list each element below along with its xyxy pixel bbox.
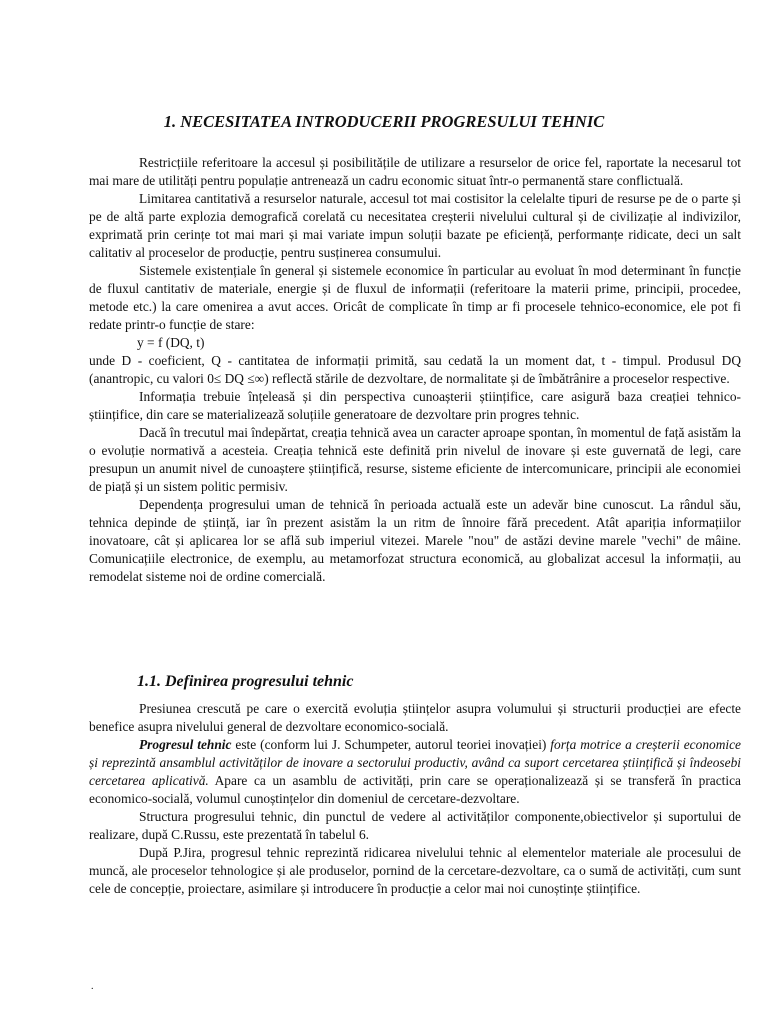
- paragraph: Informația trebuie înțeleasă și din perspectiva cunoașterii științifice, care asigură baza creației tehnico-științifice, din care se materializează soluțiile generatoare de dezvoltare prin progres tehnic.: [89, 389, 741, 422]
- section-intro: [89, 154, 741, 586]
- paragraph: Presiunea crescută pe care o exercită evoluția științelor asupra volumului și structurii producției are efecte benefice asupra nivelului general de dezvoltare economico-socială.: [89, 701, 741, 734]
- text-run: Apare ca un asamblu de activități, prin care se operaționalizează și se transferă în practica economico-socială, volumul cunoștințelor din domeniul de cercetare-dezvoltare.: [89, 773, 741, 806]
- paragraph: După P.Jira, progresul tehnic reprezintă ridicarea nivelului tehnic al elementelor materiale ale procesului de muncă, ale proceselor tehnologice și ale produselor, pornind de la cercetare-dezvoltare, ca o sumă de activități, cum sunt cele de concepție, proiectare, asimilare și introducere în producție a celor mai noi cunoștințe științifice.: [89, 845, 741, 896]
- paragraph: Dependența progresului uman de tehnică în perioada actuală este un adevăr bine cunoscut. La rândul său, tehnica depinde de știință, iar în prezent asistăm la un ritm de înnoire fără precedent. Atât apariția informațiilor inovatoare, cât și aplicarea lor se află sub imperiul vitezei. Marele "nou" de astăzi devine marele "vechi" de mâine. Comunicațiile electronice, de exemplu, au metamorfozat structura economică, au globalizat accesul la informații, au remodelat sisteme noi de ordine comercială.: [89, 497, 741, 584]
- paragraph: Structura progresului tehnic, din punctul de vedere al activităților componente,obiectivelor și suportului de realizare, după C.Russu, este prezentată în tabelul 6.: [89, 809, 741, 842]
- paragraph: Sistemele existențiale în general și sistemele economice în particular au evoluat în mod determinant în funcție de fluxul cantitativ de materiale, energie și de fluxul de informații (referitoare la materii prime, principii, procedee, metode etc.) la care omenirea a avut acces. Oricât de complicate în timp ar fi procesele tehnico-economice, ele pot fi redate printr-o funcție de stare:: [89, 263, 741, 332]
- definition-text: forța motrice a creșterii economice și reprezintă ansamblul activităților de inovare a sectorului productiv, având ca suport cercetarea științifică și îndeosebi cercetarea aplicativă.: [89, 737, 741, 788]
- paragraph: unde D - coeficient, Q - cantitatea de informații primită, sau cedată la un moment dat, t - timpul. Produsul DQ (anantropic, cu valori 0≤ DQ ≤∞) reflectă stările de dezvoltare, de normalitate și de îmbătrânire a proceselor respective.: [89, 353, 741, 386]
- footer-mark: .: [91, 981, 94, 992]
- paragraph: Restricțiile referitoare la accesul și posibilitățile de utilizare a resurselor de orice fel, raportate la necesarul tot mai mare de utilități pentru populație antrenează un cadru economic situat într-o permanentă stare conflictuală.: [89, 155, 741, 188]
- paragraph: Dacă în trecutul mai îndepărtat, creația tehnică avea un caracter aproape spontan, în momentul de față asistăm la o evoluție normativă a acesteia. Creația tehnică este definită prin nivelul de inovare și este guvernată de legi, care presupun un anumit nivel de cunoaștere științifică, resurse, sisteme eficiente de intercomunicare, principii ale economiei de piață și un sistem politic permisiv.: [89, 425, 741, 494]
- paragraph: Limitarea cantitativă a resurselor naturale, accesul tot mai costisitor la celelalte tipuri de resurse pe de o parte și pe de altă parte explozia demografică corelată cu necesitatea creșterii nivelului cultural și de civilizație al indivizilor, exprimată prin cerințe tot mai mari și mai variate impun soluții bazate pe eficiență, performanțe ridicate, deci un salt calitativ al proceselor de producție, pentru susținerea consumului.: [89, 191, 741, 260]
- defined-term: Progresul tehnic: [139, 737, 232, 752]
- section-subtitle: 1.1. Definirea progresului tehnic: [137, 673, 354, 690]
- paragraph-definition: [89, 736, 741, 808]
- state-function-formula: y = f (DQ, t): [137, 335, 205, 350]
- text-run: este (conform lui J. Schumpeter, autorul teoriei inovației): [231, 737, 551, 752]
- section-definition: [89, 700, 741, 898]
- page-title: 1. NECESITATEA INTRODUCERII PROGRESULUI TEHNIC: [163, 112, 605, 131]
